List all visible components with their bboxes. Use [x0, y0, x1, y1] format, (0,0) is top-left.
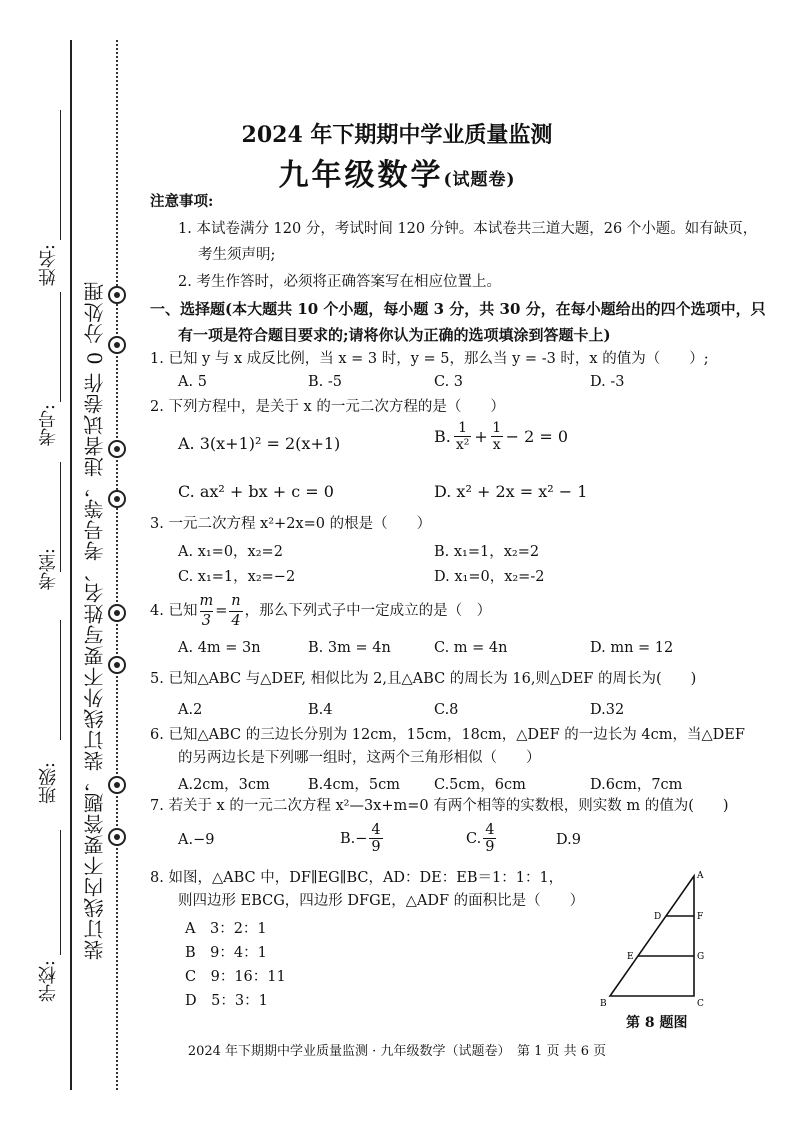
binding-hole-icon — [108, 604, 126, 622]
subtitle: (试题卷) — [443, 170, 516, 190]
subject-title — [0, 150, 794, 194]
q2-option-a: A. 3(x+1)² = 2(x+1) — [178, 434, 341, 453]
q1-option-d: D. -3 — [590, 374, 625, 390]
q7-b-prefix: B.− — [340, 830, 368, 847]
fraction — [229, 592, 242, 631]
binding-hole-icon — [108, 828, 126, 846]
q2-option-c: C. ax² + bx + c = 0 — [178, 482, 334, 501]
section-heading-cont: 有一项是符合题目要求的;请将你认为正确的选项填涂到答题卡上) — [178, 326, 611, 344]
q8-option-b: B 9：4：1 — [185, 945, 267, 961]
q3-option-a: A. x₁=0，x₂=2 — [178, 544, 283, 560]
q3-option-c: C. x₁=1，x₂=−2 — [178, 569, 296, 585]
q8-stem-cont: 则四边形 EBCG，四边形 DFGE，△ADF 的面积比是（ ） — [178, 893, 585, 909]
exam-no-underline — [60, 292, 61, 402]
q8-stem: 8. 如图，△ABC 中，DF∥EG∥BC，AD：DE：EB＝1：1：1， — [150, 870, 564, 886]
numerator: 1 — [458, 420, 468, 436]
q1-option-b: B. -5 — [308, 374, 342, 390]
label-b: B — [600, 999, 607, 1008]
q1-option-c: C. 3 — [434, 374, 464, 390]
q3-stem: 3. 一元二次方程 x²+2x=0 的根是（ ） — [150, 516, 432, 532]
q2-b-rest: − 2 = 0 — [505, 427, 569, 446]
q6-option-b: B.4cm，5cm — [308, 777, 400, 793]
q3-option-d: D. x₁=0，x₂=-2 — [434, 569, 545, 585]
q8-option-c: C 9：16：11 — [185, 969, 286, 985]
numerator: m — [199, 593, 214, 609]
exam-no-label: 考号: — [38, 404, 59, 447]
q7-stem: 7. 若关于 x 的一元二次方程 x²—3x+m=0 有两个相等的实数根，则实数 m 的值为( ) — [150, 798, 729, 814]
q6-option-a: A.2cm，3cm — [178, 777, 270, 793]
q7-option-a: A.−9 — [178, 832, 215, 848]
binding-hole-icon — [108, 286, 126, 304]
binding-hole-icon — [108, 440, 126, 458]
q8-triangle-figure — [596, 868, 716, 1008]
label-c: C — [697, 999, 704, 1008]
q4-option-c: C. m = 4n — [434, 640, 508, 656]
school-label: 学校: — [38, 960, 59, 1003]
denominator: x² — [455, 437, 470, 453]
room-label: 考室: — [38, 548, 59, 591]
numerator: n — [231, 593, 241, 609]
fraction — [491, 420, 503, 453]
notes-heading: 注意事项: — [150, 193, 214, 210]
q4-option-d: D. mn = 12 — [590, 640, 674, 656]
binding-hole-icon — [108, 776, 126, 794]
q4-option-a: A. 4m = 3n — [178, 640, 261, 656]
numerator: 4 — [485, 822, 495, 838]
note-2: 2. 考生作答时，必须将正确答案写在相应位置上。 — [178, 274, 501, 290]
q6-option-c: C.5cm，6cm — [434, 777, 526, 793]
q4-stem-suffix: ，那么下列式子中一定成立的是（ ） — [244, 602, 492, 619]
q7-option-c — [466, 822, 496, 855]
exam-title: 2024 年下期期中学业质量监测 — [241, 122, 553, 148]
q1-option-a: A. 5 — [178, 374, 207, 390]
school-underline — [60, 830, 61, 955]
denominator: 4 — [231, 612, 241, 629]
section-heading: 一、选择题(本大题共 10 个小题，每小题 3 分，共 30 分，在每小题给出的四个选项中，只 — [150, 300, 766, 318]
binding-warning: 装订线内不要答题，装订线外不要写姓名、考号等，违者试卷作 0 分处理 — [83, 280, 107, 960]
q5-stem: 5. 已知△ABC 与△DEF, 相似比为 2,且△ABC 的周长为 16,则△DEF 的周长为( ) — [150, 671, 697, 687]
q5-option-d: D.32 — [590, 702, 625, 718]
fraction — [369, 822, 382, 855]
q8-option-a: A 3：2：1 — [185, 921, 267, 937]
q7-option-d: D.9 — [556, 832, 581, 848]
q5-option-c: C.8 — [434, 702, 459, 718]
numerator: 4 — [371, 822, 381, 838]
cut-line — [116, 40, 118, 1090]
name-label: 姓名: — [38, 244, 59, 287]
q8-option-d: D 5：3：1 — [185, 993, 268, 1009]
figure-caption: 第 8 题图 — [626, 1015, 688, 1031]
page-footer: 2024 年下期期中学业质量监测 · 九年级数学（试题卷） 第 1 页 共 6 页 — [187, 1044, 607, 1059]
fraction — [199, 592, 213, 631]
denominator: x — [492, 437, 501, 453]
label-d: D — [654, 912, 662, 922]
label-a: A — [697, 871, 704, 881]
q1-stem: 1. 已知 y 与 x 成反比例，当 x = 3 时，y = 5，那么当 y = -3 时，x 的值为（ ）; — [150, 351, 709, 367]
note-1-cont: 考生须声明; — [198, 247, 276, 263]
q5-option-b: B.4 — [308, 702, 333, 718]
numerator: 1 — [492, 420, 502, 436]
q4-stem-prefix: 4. 已知 — [150, 602, 198, 619]
q2-option-d: D. x² + 2x = x² − 1 — [434, 482, 588, 501]
class-label: 班级: — [38, 762, 59, 805]
q5-option-a: A.2 — [178, 702, 203, 718]
binding-hole-icon — [108, 490, 126, 508]
denominator: 3 — [201, 612, 211, 629]
q4-option-b: B. 3m = 4n — [308, 640, 391, 656]
q2-stem: 2. 下列方程中，是关于 x 的一元二次方程的是（ ） — [150, 399, 505, 415]
label-g: G — [697, 952, 705, 962]
q6-stem: 6. 已知△ABC 的三边长分别为 12cm，15cm，18cm，△DEF 的一边长为 4cm，当△DEF — [150, 727, 745, 743]
q7-option-b — [340, 822, 383, 855]
denominator: 9 — [485, 839, 495, 855]
triangle-abc — [610, 876, 694, 996]
fraction — [454, 420, 472, 453]
fraction — [483, 822, 496, 855]
binding-hole-icon — [108, 656, 126, 674]
q2-b-prefix: B. — [434, 427, 451, 446]
note-1: 1. 本试卷满分 120 分，考试时间 120 分钟。本试卷共三道大题，26 个小题。如有缺页， — [178, 221, 758, 237]
label-e: E — [627, 952, 634, 962]
binding-hole-icon — [108, 336, 126, 354]
binding-line — [70, 40, 72, 1090]
denominator: 9 — [371, 839, 381, 855]
q6-option-d: D.6cm，7cm — [590, 777, 683, 793]
label-f: F — [697, 912, 704, 922]
class-underline — [60, 620, 61, 740]
q6-stem-cont: 的另两边长是下列哪一组时，这两个三角形相似（ ） — [178, 750, 541, 766]
q7-c-prefix: C. — [466, 830, 482, 847]
q2-option-b: B. $\frac{1}{\text{x²}}$ + $\frac{1}{x}$ − 2 = 0 — [434, 420, 569, 453]
subject-name: 九年级数学 — [278, 158, 444, 193]
q3-option-b: B. x₁=1，x₂=2 — [434, 544, 540, 560]
q4-stem: 4. 已知 $\frac{m}{3}$ = $\frac{n}{4}$ ，那么下列式子中一定成立的是（ ） — [150, 593, 492, 629]
